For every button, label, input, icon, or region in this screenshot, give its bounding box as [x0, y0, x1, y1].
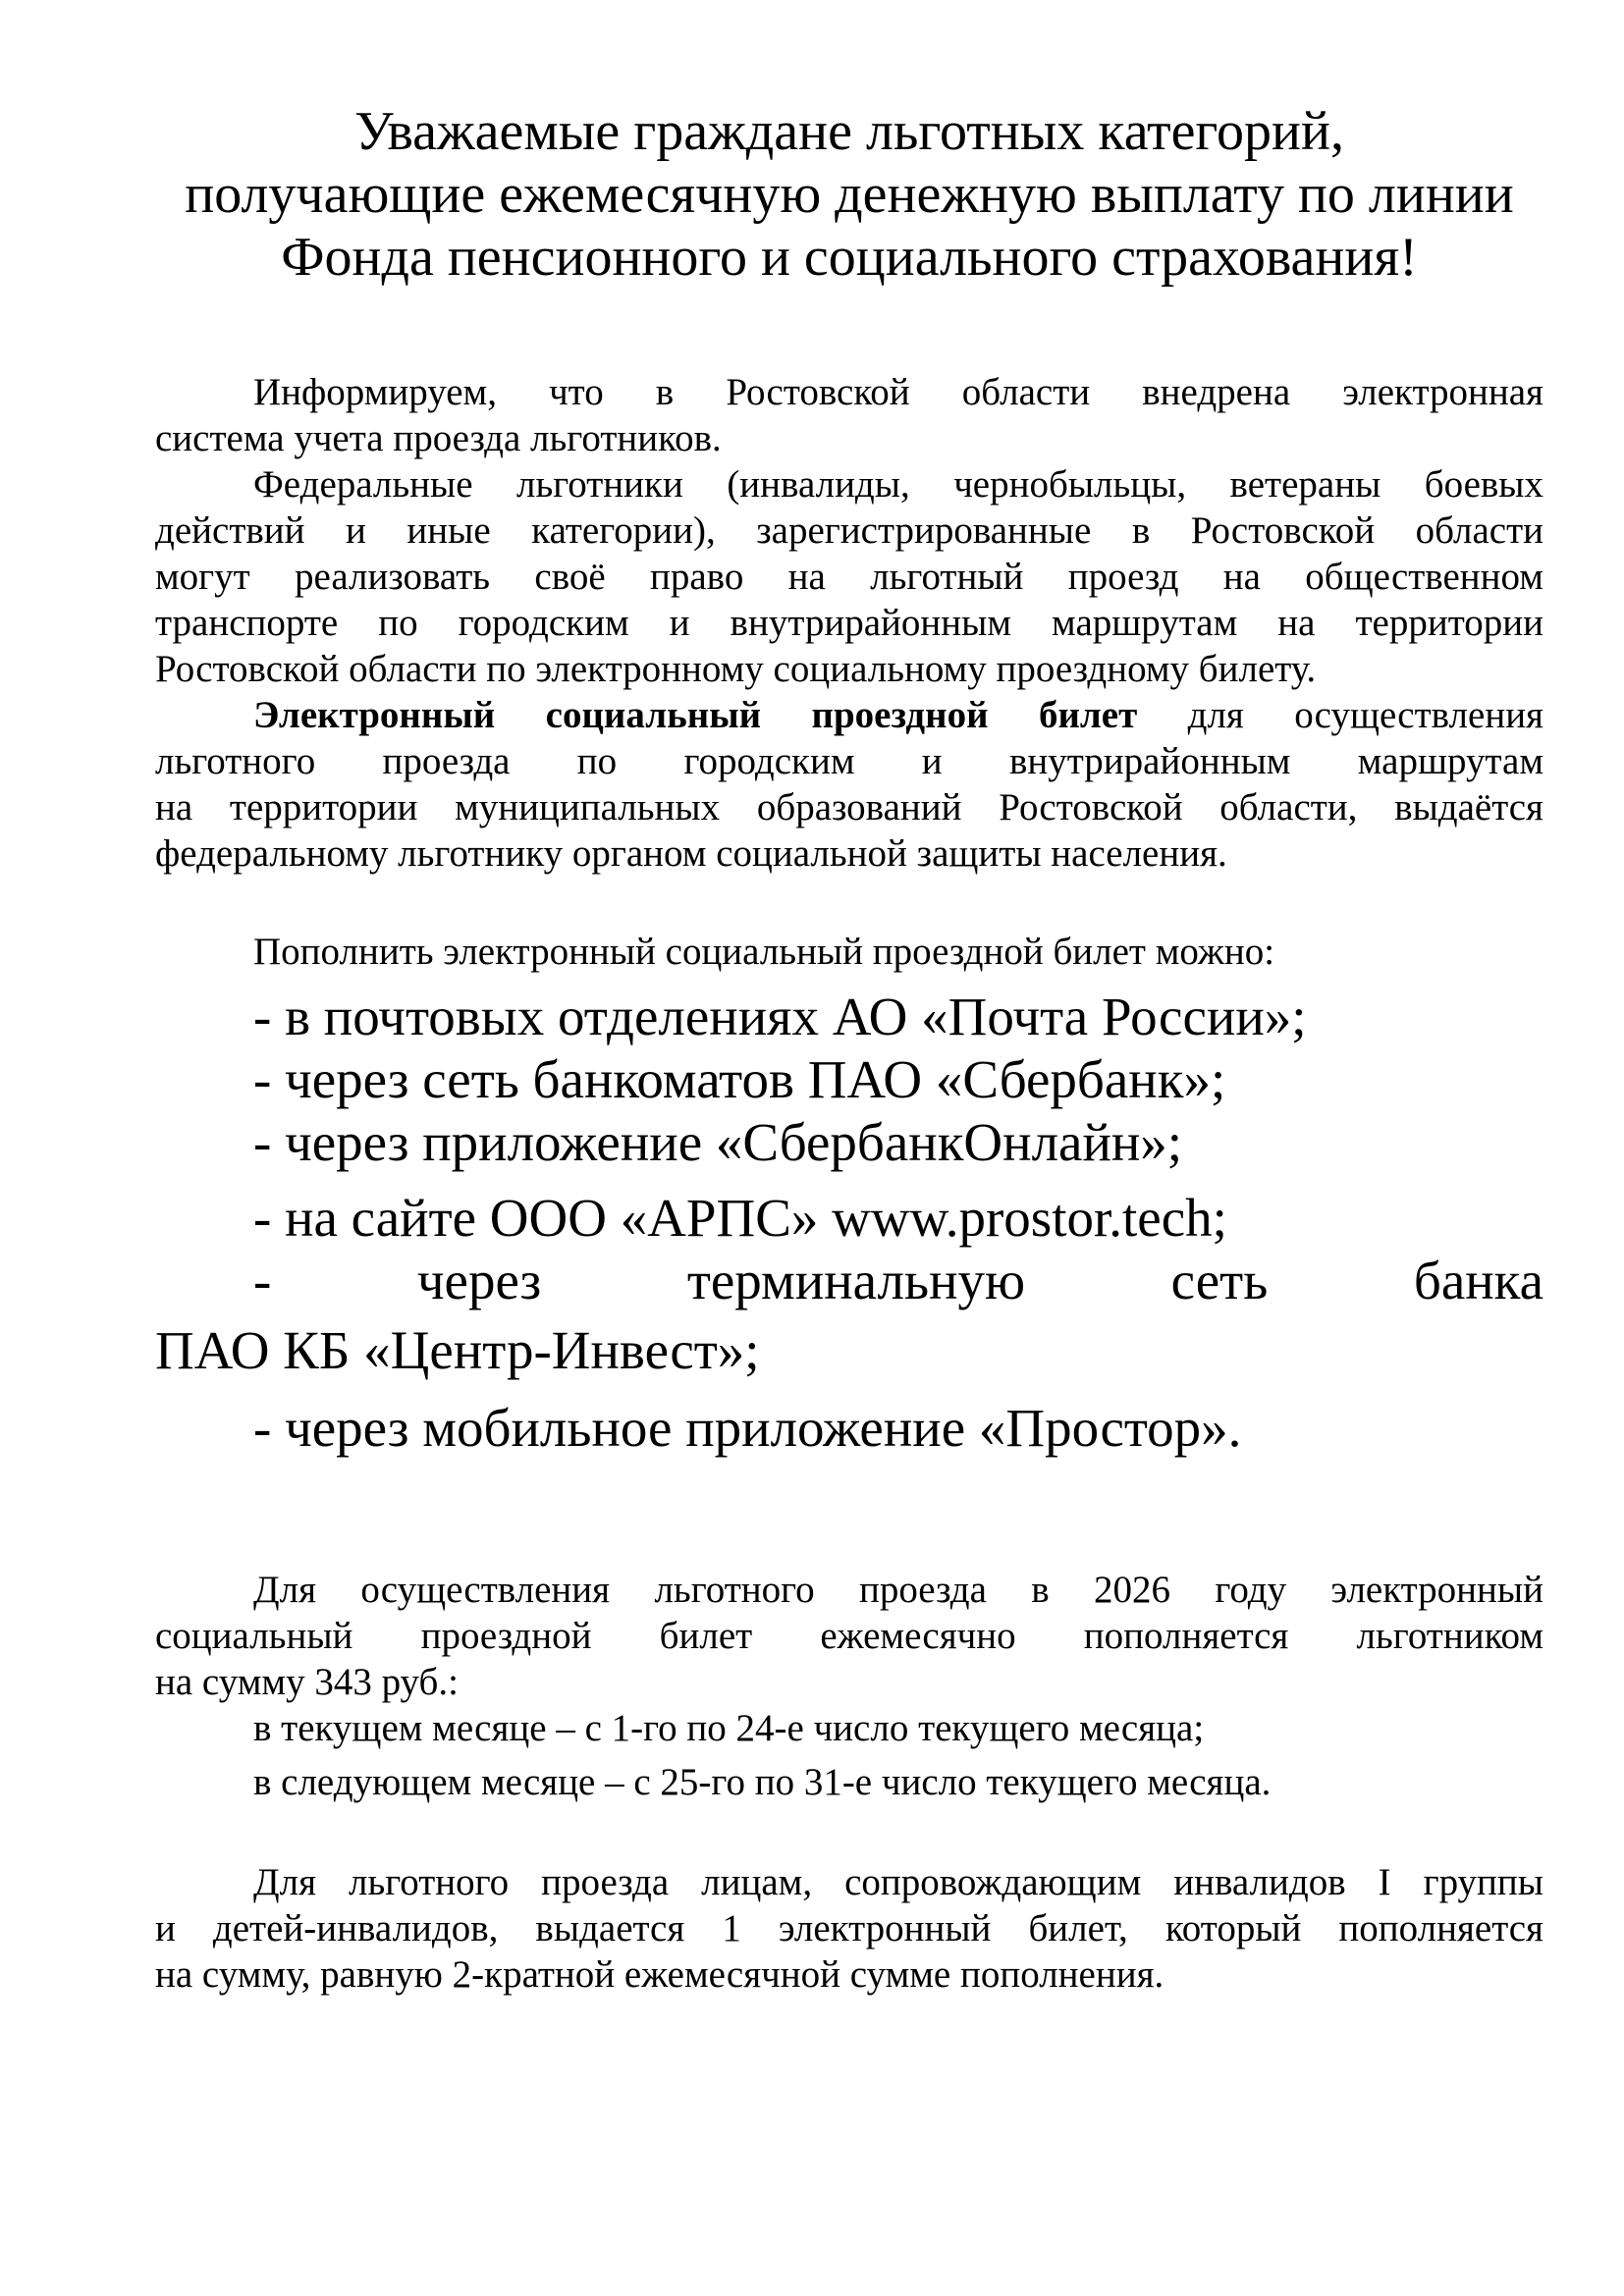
paragraph-line: Федеральные льготники (инвалиды, чернобыльцы, ветераны боевых	[253, 463, 1543, 506]
bold-run: Электронный социальный проездной билет	[253, 694, 1138, 736]
list-item-line: - через сеть банкоматов ПАО «Сбербанк»;	[253, 1049, 1226, 1109]
paragraph-line: на сумму 343 руб.:	[155, 1661, 459, 1703]
paragraph-line: действий и иные категории), зарегистрированные в Ростовской области	[155, 509, 1543, 552]
paragraph-line: Ростовской области по электронному социальному проездному билету.	[155, 648, 1317, 690]
paragraph-line: в следующем месяце – с 25-го по 31-е число текущего месяца.	[253, 1761, 1272, 1803]
list-item-line: - в почтовых отделениях АО «Почта России»;	[253, 987, 1307, 1046]
paragraph-line: система учета проезда льготников.	[155, 417, 722, 459]
list-item-line: ПАО КБ «Центр-Инвест»;	[155, 1320, 760, 1380]
list-item-line: - на сайте ООО «АРПС» www.prostor.tech;	[253, 1188, 1227, 1248]
paragraph-line: федеральному льготнику органом социальной защиты населения.	[155, 832, 1227, 875]
title-line: получающие ежемесячную денежную выплату по линии	[185, 164, 1514, 225]
paragraph-line: на сумму, равную 2-кратной ежемесячной сумме пополнения.	[155, 1953, 1164, 1996]
paragraph-line: Для льготного проезда лицам, сопровождающим инвалидов I группы	[253, 1861, 1543, 1903]
paragraph-line: и детей-инвалидов, выдается 1 электронный билет, который пополняется	[155, 1907, 1543, 1949]
paragraph-line: в текущем месяце – с 1-го по 24-е число текущего месяца;	[253, 1707, 1205, 1749]
paragraph-line: Для осуществления льготного проезда в 2026 году электронный	[253, 1569, 1543, 1611]
paragraph-line: социальный проездной билет ежемесячно пополняется льготником	[155, 1615, 1543, 1657]
list-item-line: - через терминальную сеть банка	[253, 1251, 1543, 1310]
paragraph-line: Электронный социальный проездной билет для осуществления	[253, 694, 1544, 736]
document-content	[155, 100, 1543, 1998]
list-item-line: - через мобильное приложение «Простор».	[253, 1398, 1242, 1458]
paragraph-line: Информируем, что в Ростовской области внедрена электронная	[253, 371, 1543, 413]
paragraph-line: Пополнить электронный социальный проездной билет можно:	[253, 931, 1275, 973]
paragraph-line: на территории муниципальных образований Ростовской области, выдаётся	[155, 786, 1543, 828]
paragraph-line: могут реализовать своё право на льготный проезд на общественном	[155, 556, 1543, 598]
title-line: Уважаемые граждане льготных категорий,	[354, 101, 1344, 162]
title-line: Фонда пенсионного и социального страхования!	[281, 227, 1418, 288]
paragraph-line: транспорте по городским и внутрирайонным маршрутам на территории	[155, 602, 1543, 644]
paragraph-line: льготного проезда по городским и внутрирайонным маршрутам	[155, 740, 1543, 782]
list-item-line: - через приложение «СбербанкОнлайн»;	[253, 1112, 1183, 1172]
